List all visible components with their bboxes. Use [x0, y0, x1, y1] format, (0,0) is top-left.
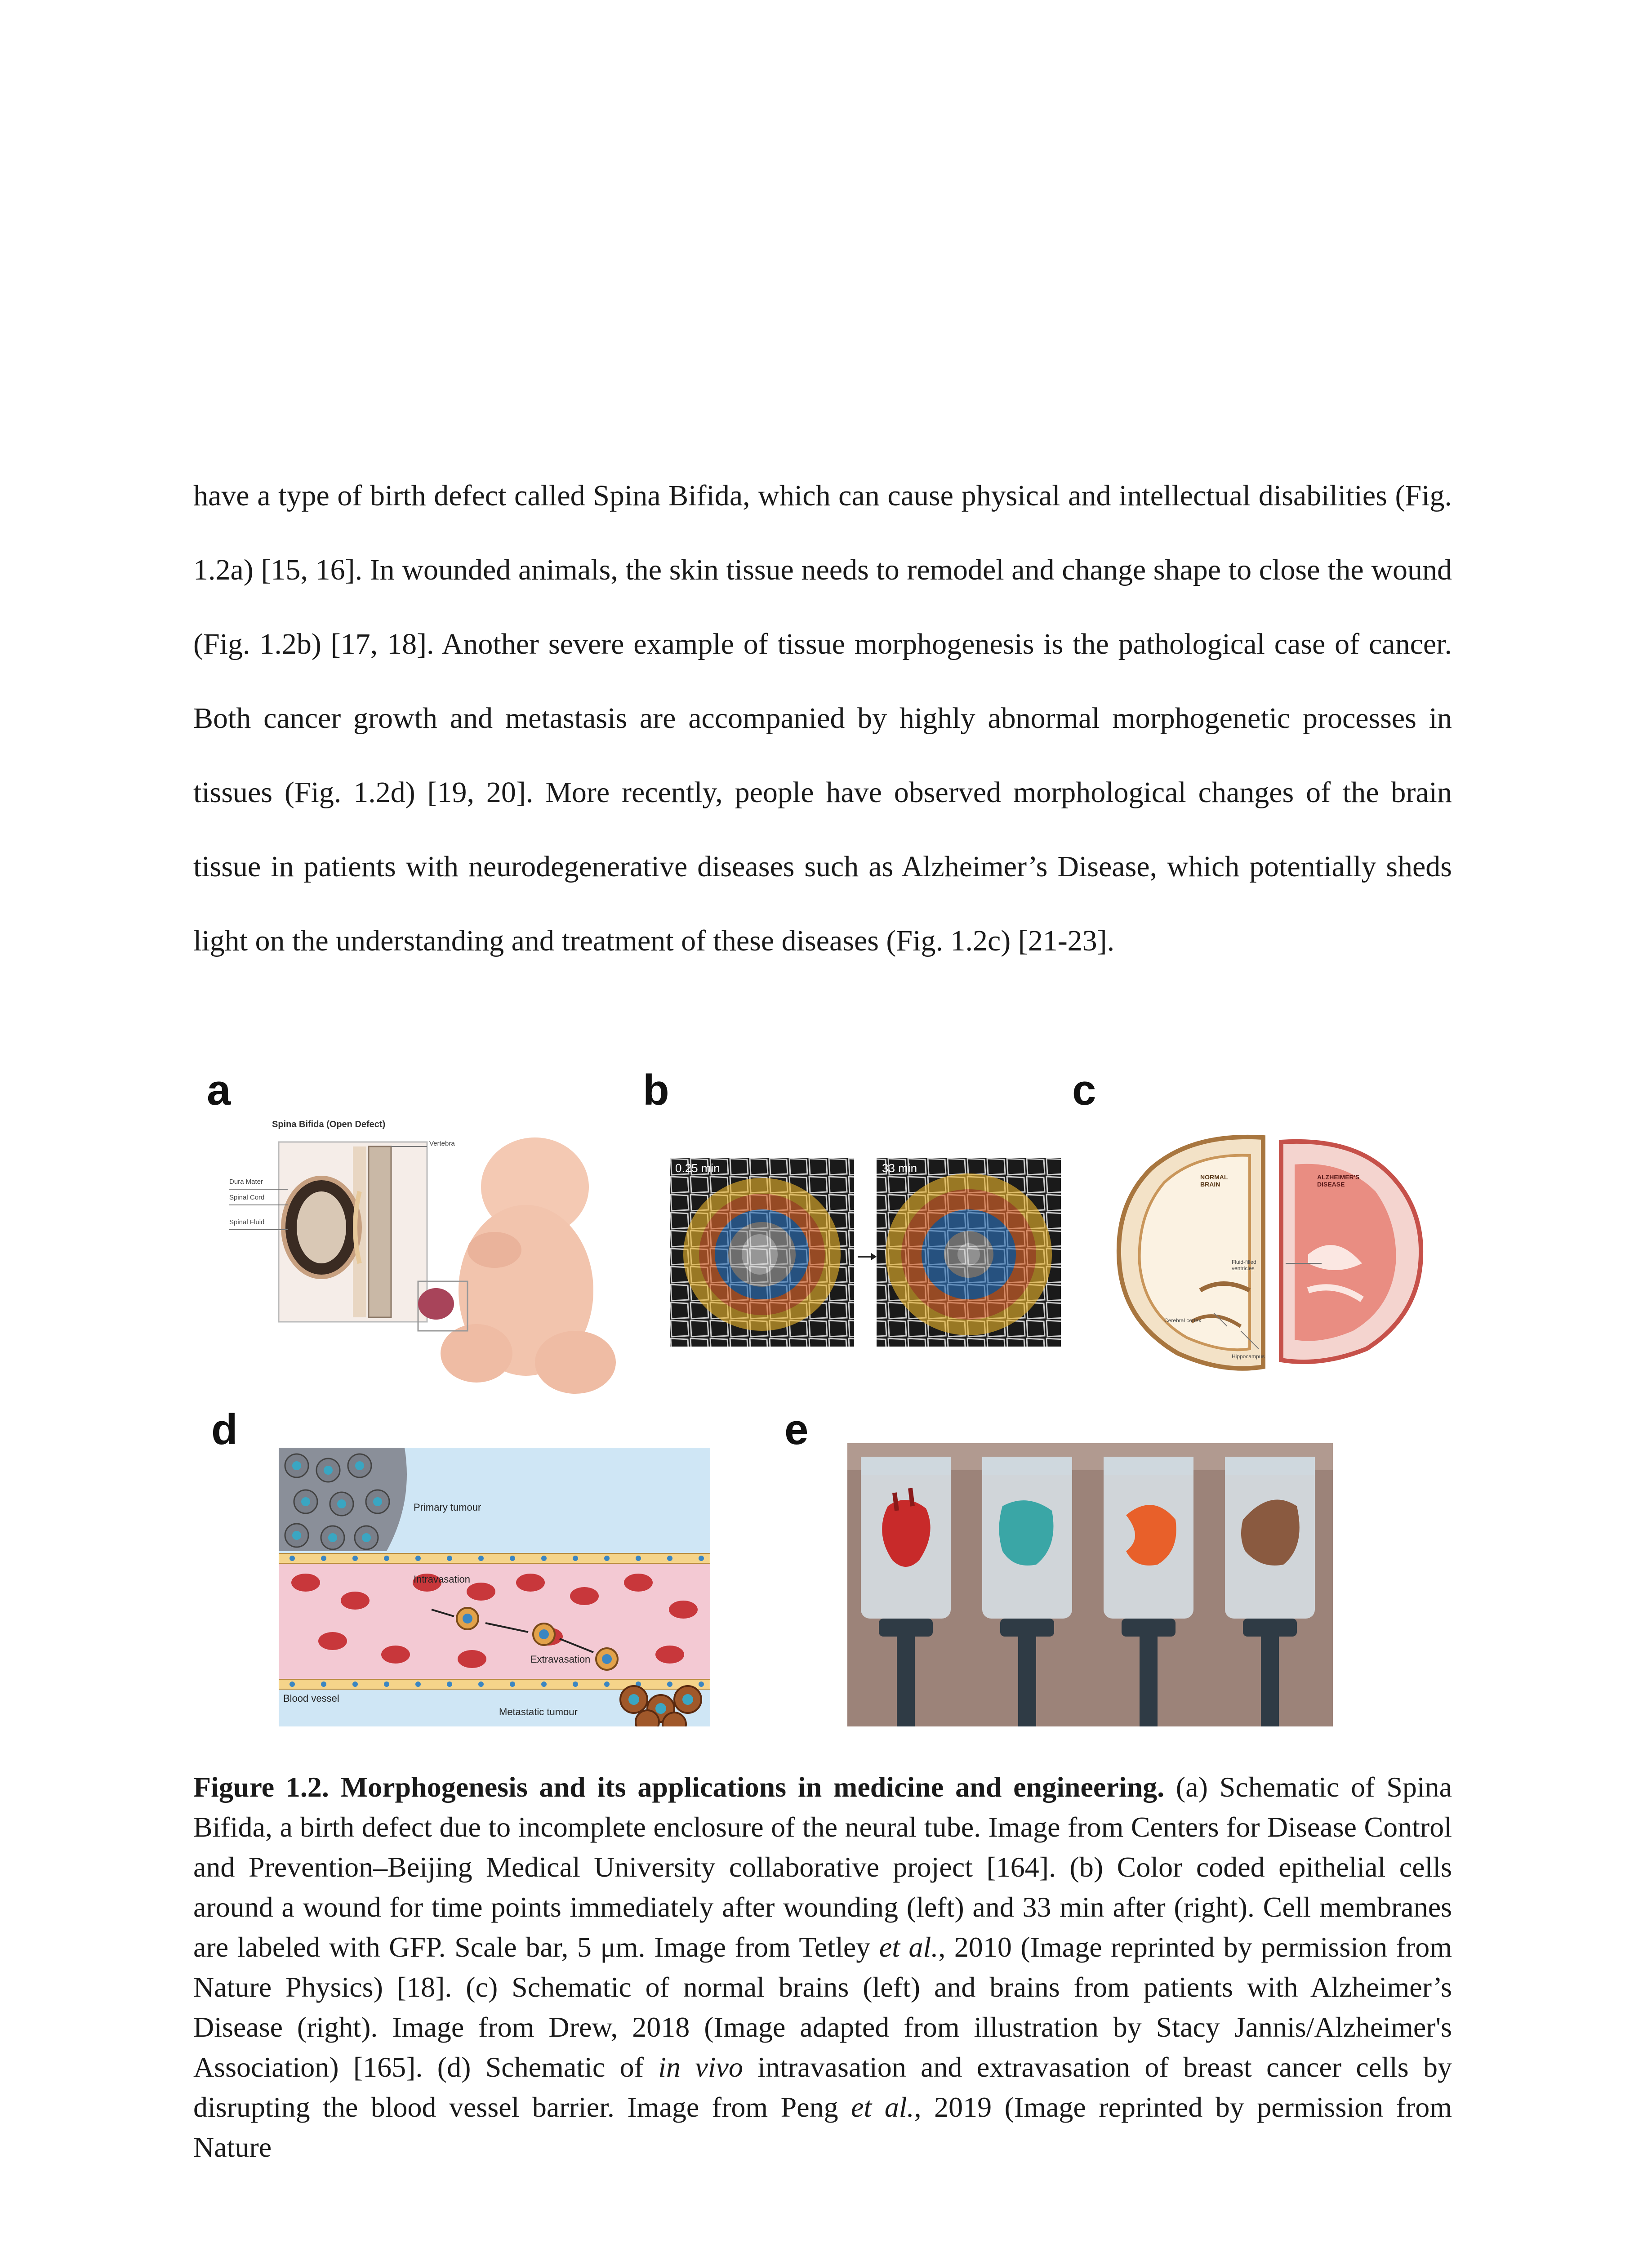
vial-kidney [1104, 1457, 1193, 1619]
caption-text-3: intravasation and extravasation of breast cancer cells by disrupting the blood vessel barrier. Image from Peng [193, 2051, 1452, 2123]
panel-c-label-normal: NORMAL BRAIN [1200, 1173, 1228, 1188]
panel-d-label-intravasation: Intravasation [414, 1574, 470, 1585]
caption-text-4: , 2019 (Image reprinted by permission from Nature [193, 2091, 1452, 2163]
panel-d-label-metastatic-tumour: Metastatic tumour [499, 1706, 578, 1717]
panel-a-label-dura: Dura Mater [229, 1178, 263, 1186]
caption-etal-1: et al. [879, 1931, 939, 1963]
body-paragraph: have a type of birth defect called Spina Bifida, which can cause physical and intellectual disabilities (Fig. 1.2a) [15, 16]. In wounded animals, the skin tissue needs to remodel and change shape to close the wound (Fig. 1.2b) [17, 18]. Another severe example of tissue morphogenesis is the pathological case of cancer. Both cancer growth and metastasis are accompanied by highly abnormal morphogenetic processes in tissues (Fig. 1.2d) [19, 20]. More recently, people have observed morphological changes of the brain tissue in patients with neurodegenerative diseases such as Alzheimer’s Disease, which potentially sheds light on the understanding and treatment of these diseases (Fig. 1.2c) [21-23]. [193, 479, 1452, 957]
panel-c-brain-illustration [1110, 1128, 1434, 1380]
panel-d-label-blood-vessel: Blood vessel [283, 1693, 339, 1704]
panel-c-label-hippocampus: Hippocampus [1232, 1353, 1265, 1360]
vial-lung [982, 1457, 1072, 1619]
panel-a-label-spinal-cord: Spinal Cord [229, 1194, 265, 1201]
panel-b-left-image [670, 1158, 854, 1347]
figure-caption [193, 1767, 1452, 2167]
caption-in-vivo: in vivo [658, 2051, 743, 2083]
panel-e-bioprinted-organs [847, 1443, 1333, 1726]
panel-a-title: Spina Bifida (Open Defect) [272, 1120, 386, 1129]
caption-title: Figure 1.2. Morphogenesis and its applications in medicine and engineering. [193, 1771, 1165, 1803]
panel-b-right-time: 33 min [882, 1161, 917, 1175]
panel-c-label-alzheimers: ALZHEIMER'S DISEASE [1317, 1173, 1360, 1188]
panel-letter-c: c [1072, 1066, 1096, 1114]
panel-letter-b: b [643, 1066, 669, 1114]
caption-text-2: , 2010 (Image reprinted by permission from Nature Physics) [18]. (c) Schematic of normal brains (left) and brains from patients with Alzheimer’s Disease (right). Image from Drew, 2018 (Image adapted from illustration by Stacy Jannis/Alzheimer's Association) [165]. (d) Schematic of [193, 1931, 1452, 2083]
panel-b-left-time: 0.25 min [675, 1161, 720, 1175]
panel-b-wound-cells [670, 1158, 1061, 1347]
vial-liver [1225, 1457, 1315, 1619]
caption-text-1: (a) Schematic of Spina Bifida, a birth defect due to incomplete enclosure of the neural tube. Image from Centers for Disease Control and Prevention–Beijing Medical University collaborative project [164]. (b) Color coded epithelial cells around a wound for time points immediately after wounding (left) and 33 min after (right). Cell membranes are labeled with GFP. Scale bar, 5 μm. Image from Tetley [193, 1771, 1452, 1963]
panel-a-spina-bifida-illustration [225, 1120, 620, 1416]
panel-c-label-ventricles: Fluid-filled ventricles [1232, 1259, 1256, 1271]
panel-letter-e: e [784, 1405, 809, 1454]
panel-d-label-primary-tumour: Primary tumour [414, 1502, 481, 1513]
vial-heart [861, 1457, 951, 1619]
panel-a-label-spinal-fluid: Spinal Fluid [229, 1218, 265, 1226]
panel-b-right-image [877, 1158, 1061, 1347]
panel-letter-a: a [207, 1066, 231, 1114]
caption-etal-2: et al. [851, 2091, 914, 2123]
body-text [193, 459, 1452, 978]
panel-c-label-cortex: Cerebral cortex [1164, 1317, 1202, 1324]
panel-a-label-vertebra: Vertebra [429, 1140, 455, 1147]
panel-d-metastasis-schematic [279, 1448, 710, 1726]
panel-d-label-extravasation: Extravasation [530, 1654, 591, 1665]
panel-letter-d: d [211, 1405, 238, 1454]
